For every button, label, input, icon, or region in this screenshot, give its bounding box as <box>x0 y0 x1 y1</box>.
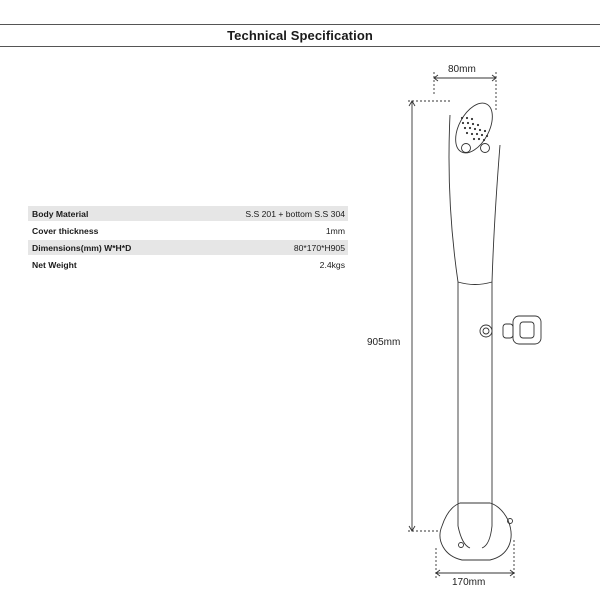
spec-value: S.S 201 + bottom S.S 304 <box>245 208 345 219</box>
top-width-label: 80mm <box>448 64 476 75</box>
ash-hole-left <box>462 144 471 153</box>
lock-inner <box>483 328 489 334</box>
lock-outer <box>480 325 492 337</box>
height-label: 905mm <box>367 337 401 348</box>
top-cap-rim <box>448 97 500 159</box>
spec-value: 80*170*H905 <box>293 242 345 253</box>
spec-label: Net Weight <box>32 259 77 270</box>
key-head-hole <box>520 322 534 338</box>
body-foot-left <box>458 526 470 548</box>
ash-hole-right <box>481 144 490 153</box>
key-head <box>513 316 541 344</box>
spec-label: Dimensions(mm) W*H*D <box>32 242 132 253</box>
key-collar <box>503 324 513 338</box>
spec-value: 2.4kgs <box>319 259 345 270</box>
page-title: Technical Specification <box>227 28 373 43</box>
top-cap <box>448 97 500 159</box>
spec-label: Cover thickness <box>32 225 99 236</box>
upper-tube-left-edge <box>449 115 458 282</box>
spec-value: 1mm <box>325 225 345 236</box>
upper-tube-right-edge <box>492 145 500 282</box>
body-joint-seam <box>458 282 492 285</box>
spec-label: Body Material <box>32 208 89 219</box>
base-plate <box>440 503 511 560</box>
base-bolt-hole-left <box>459 543 464 548</box>
base-width-label: 170mm <box>452 577 486 588</box>
body-foot-right <box>482 526 492 548</box>
cap-perforations <box>461 117 488 141</box>
